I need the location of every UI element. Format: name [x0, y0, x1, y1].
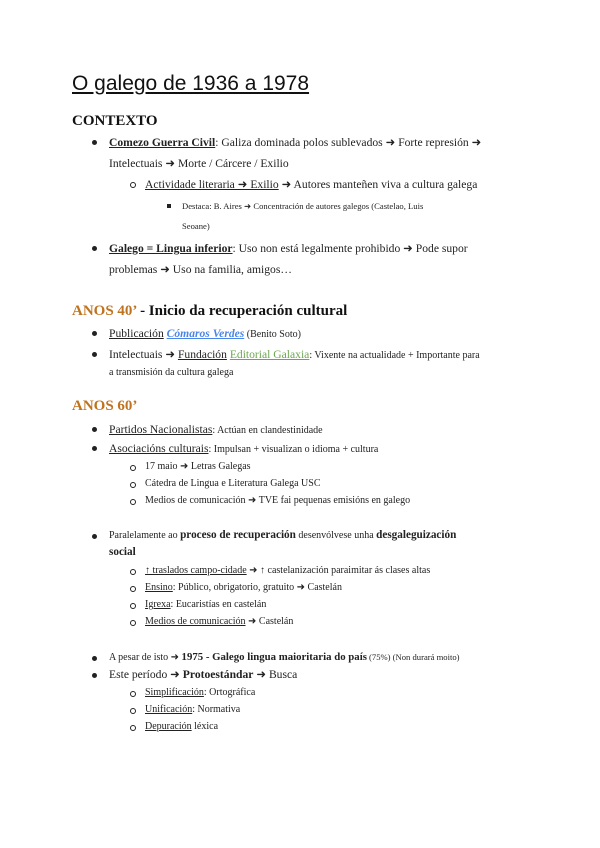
- item-text: : Uso non está legalmente prohibido ➜ Pode supor: [232, 242, 468, 255]
- item-bold: 1975 - Galego lingua maioritaria do país: [181, 651, 367, 663]
- sub-item: 17 maio ➜ Letras Galegas: [145, 461, 251, 472]
- item-text: desenvólvese unha: [295, 530, 377, 541]
- bullet: [92, 534, 97, 539]
- bullet: [92, 352, 97, 357]
- sub-item-label: Medios de comunicación: [145, 616, 246, 627]
- bullet: [92, 446, 97, 451]
- list-item: [109, 323, 301, 345]
- link-editorial-galaxia[interactable]: Editorial Galaxia: [229, 348, 310, 361]
- item-label: Asociacións culturais: [109, 442, 209, 455]
- bullet: [92, 673, 97, 678]
- list-item: [109, 238, 468, 259]
- bullet: [92, 331, 97, 336]
- sub-item-text: léxica: [191, 721, 219, 732]
- sub-item-label: ↑ traslados campo-cidade: [145, 565, 247, 576]
- sub-bullet: [130, 182, 136, 188]
- sub-item-text: ➜ Castelán: [245, 616, 294, 627]
- sub-item-label: Simplificación: [145, 687, 204, 698]
- sub-item-text: ➜ Autores manteñen viva a cultura galega: [278, 178, 478, 191]
- link-comaros-verdes[interactable]: Cómaros Verdes: [166, 327, 245, 340]
- list-item: [109, 132, 481, 153]
- sub-item-text: : Público, obrigatorio, gratuito ➜ Castelán: [172, 582, 342, 593]
- item-text: Intelectuais ➜: [109, 348, 178, 361]
- heading-anos-60: ANOS 60’: [72, 398, 138, 414]
- bullet: [92, 656, 97, 661]
- subsub-item-cont: Seoane): [182, 221, 210, 231]
- item-label: Partidos Nacionalistas: [109, 423, 213, 436]
- heading-rest: - Inicio da recuperación cultural: [136, 303, 348, 319]
- item-text: : Vixente na actualidade + Importante para: [309, 350, 480, 361]
- sub-item: Medios de comunicación ➜ TVE fai pequenas emisións en galego: [145, 495, 411, 506]
- item-text: : Actúan en clandestinidade: [212, 425, 323, 436]
- item-text: : Galiza dominada polos sublevados ➜ Forte represión ➜: [215, 136, 482, 149]
- list-item-cont: social: [109, 546, 136, 558]
- sub-bullet: [130, 603, 136, 609]
- list-item: [109, 525, 456, 546]
- sub-bullet: [130, 499, 136, 505]
- page-title: O galego de 1936 a 1978: [72, 72, 310, 95]
- sub-item-label: Actividade literaria ➜ Exilio: [145, 178, 279, 191]
- sub-bullet: [130, 569, 136, 575]
- heading-anos-40: [72, 303, 347, 320]
- sub-bullet: [130, 586, 136, 592]
- item-label: Publicación: [109, 327, 164, 340]
- heading-label: ANOS 40’: [72, 303, 137, 319]
- sub-item: [145, 716, 218, 737]
- sub-bullet: [130, 465, 136, 471]
- heading-contexto: CONTEXTO: [72, 113, 158, 129]
- sub-item-label: Igrexa: [145, 599, 171, 610]
- sub-item: [145, 611, 293, 632]
- list-item-cont: Intelectuais ➜ Morte / Cárcere / Exilio: [109, 157, 289, 170]
- item-text: A pesar de isto ➜: [109, 652, 182, 663]
- sub-item-text: ➜ ↑ castelanización paraimitar ás clases altas: [246, 565, 431, 576]
- item-text: : Impulsan + visualizan o idioma + cultura: [208, 444, 379, 455]
- bullet: [92, 246, 97, 251]
- sub-item: [145, 174, 477, 195]
- item-text: ➜ Busca: [253, 668, 298, 681]
- square-bullet: [167, 204, 171, 208]
- sub-item: Cátedra de Lingua e Literatura Galega USC: [145, 478, 321, 489]
- sub-item-text: : Ortográfica: [203, 687, 256, 698]
- list-item-cont: a transmisión da cultura galega: [109, 367, 234, 378]
- item-text: Paralelamente ao: [109, 530, 181, 541]
- item-text: (Benito Soto): [244, 329, 301, 340]
- item-text: Este período ➜: [109, 668, 183, 681]
- item-text: (75%) (Non durará moito): [366, 652, 460, 662]
- sub-item-text: : Eucaristías en castelán: [170, 599, 267, 610]
- sub-item-label: Unificación: [145, 704, 193, 715]
- list-item-cont: problemas ➜ Uso na familia, amigos…: [109, 263, 292, 276]
- sub-bullet: [130, 482, 136, 488]
- item-bold: Protoestándar: [182, 668, 254, 681]
- sub-item-text: : Normativa: [192, 704, 241, 715]
- item-label: Fundación: [177, 348, 227, 361]
- sub-bullet: [130, 691, 136, 697]
- sub-item-label: Depuración: [145, 721, 192, 732]
- sub-bullet: [130, 708, 136, 714]
- bullet: [92, 427, 97, 432]
- bullet: [92, 140, 97, 145]
- sub-item-label: Ensino: [145, 582, 173, 593]
- item-bold: desgaleguización: [376, 529, 457, 541]
- sub-bullet: [130, 725, 136, 731]
- item-label: Comezo Guerra Civil: [109, 136, 216, 149]
- item-label: Galego = Lingua inferior: [109, 242, 233, 255]
- item-bold: proceso de recuperación: [180, 529, 296, 541]
- sub-bullet: [130, 620, 136, 626]
- subsub-item: Destaca: B. Aires ➜ Concentración de autores galegos (Castelao, Luis: [182, 201, 424, 211]
